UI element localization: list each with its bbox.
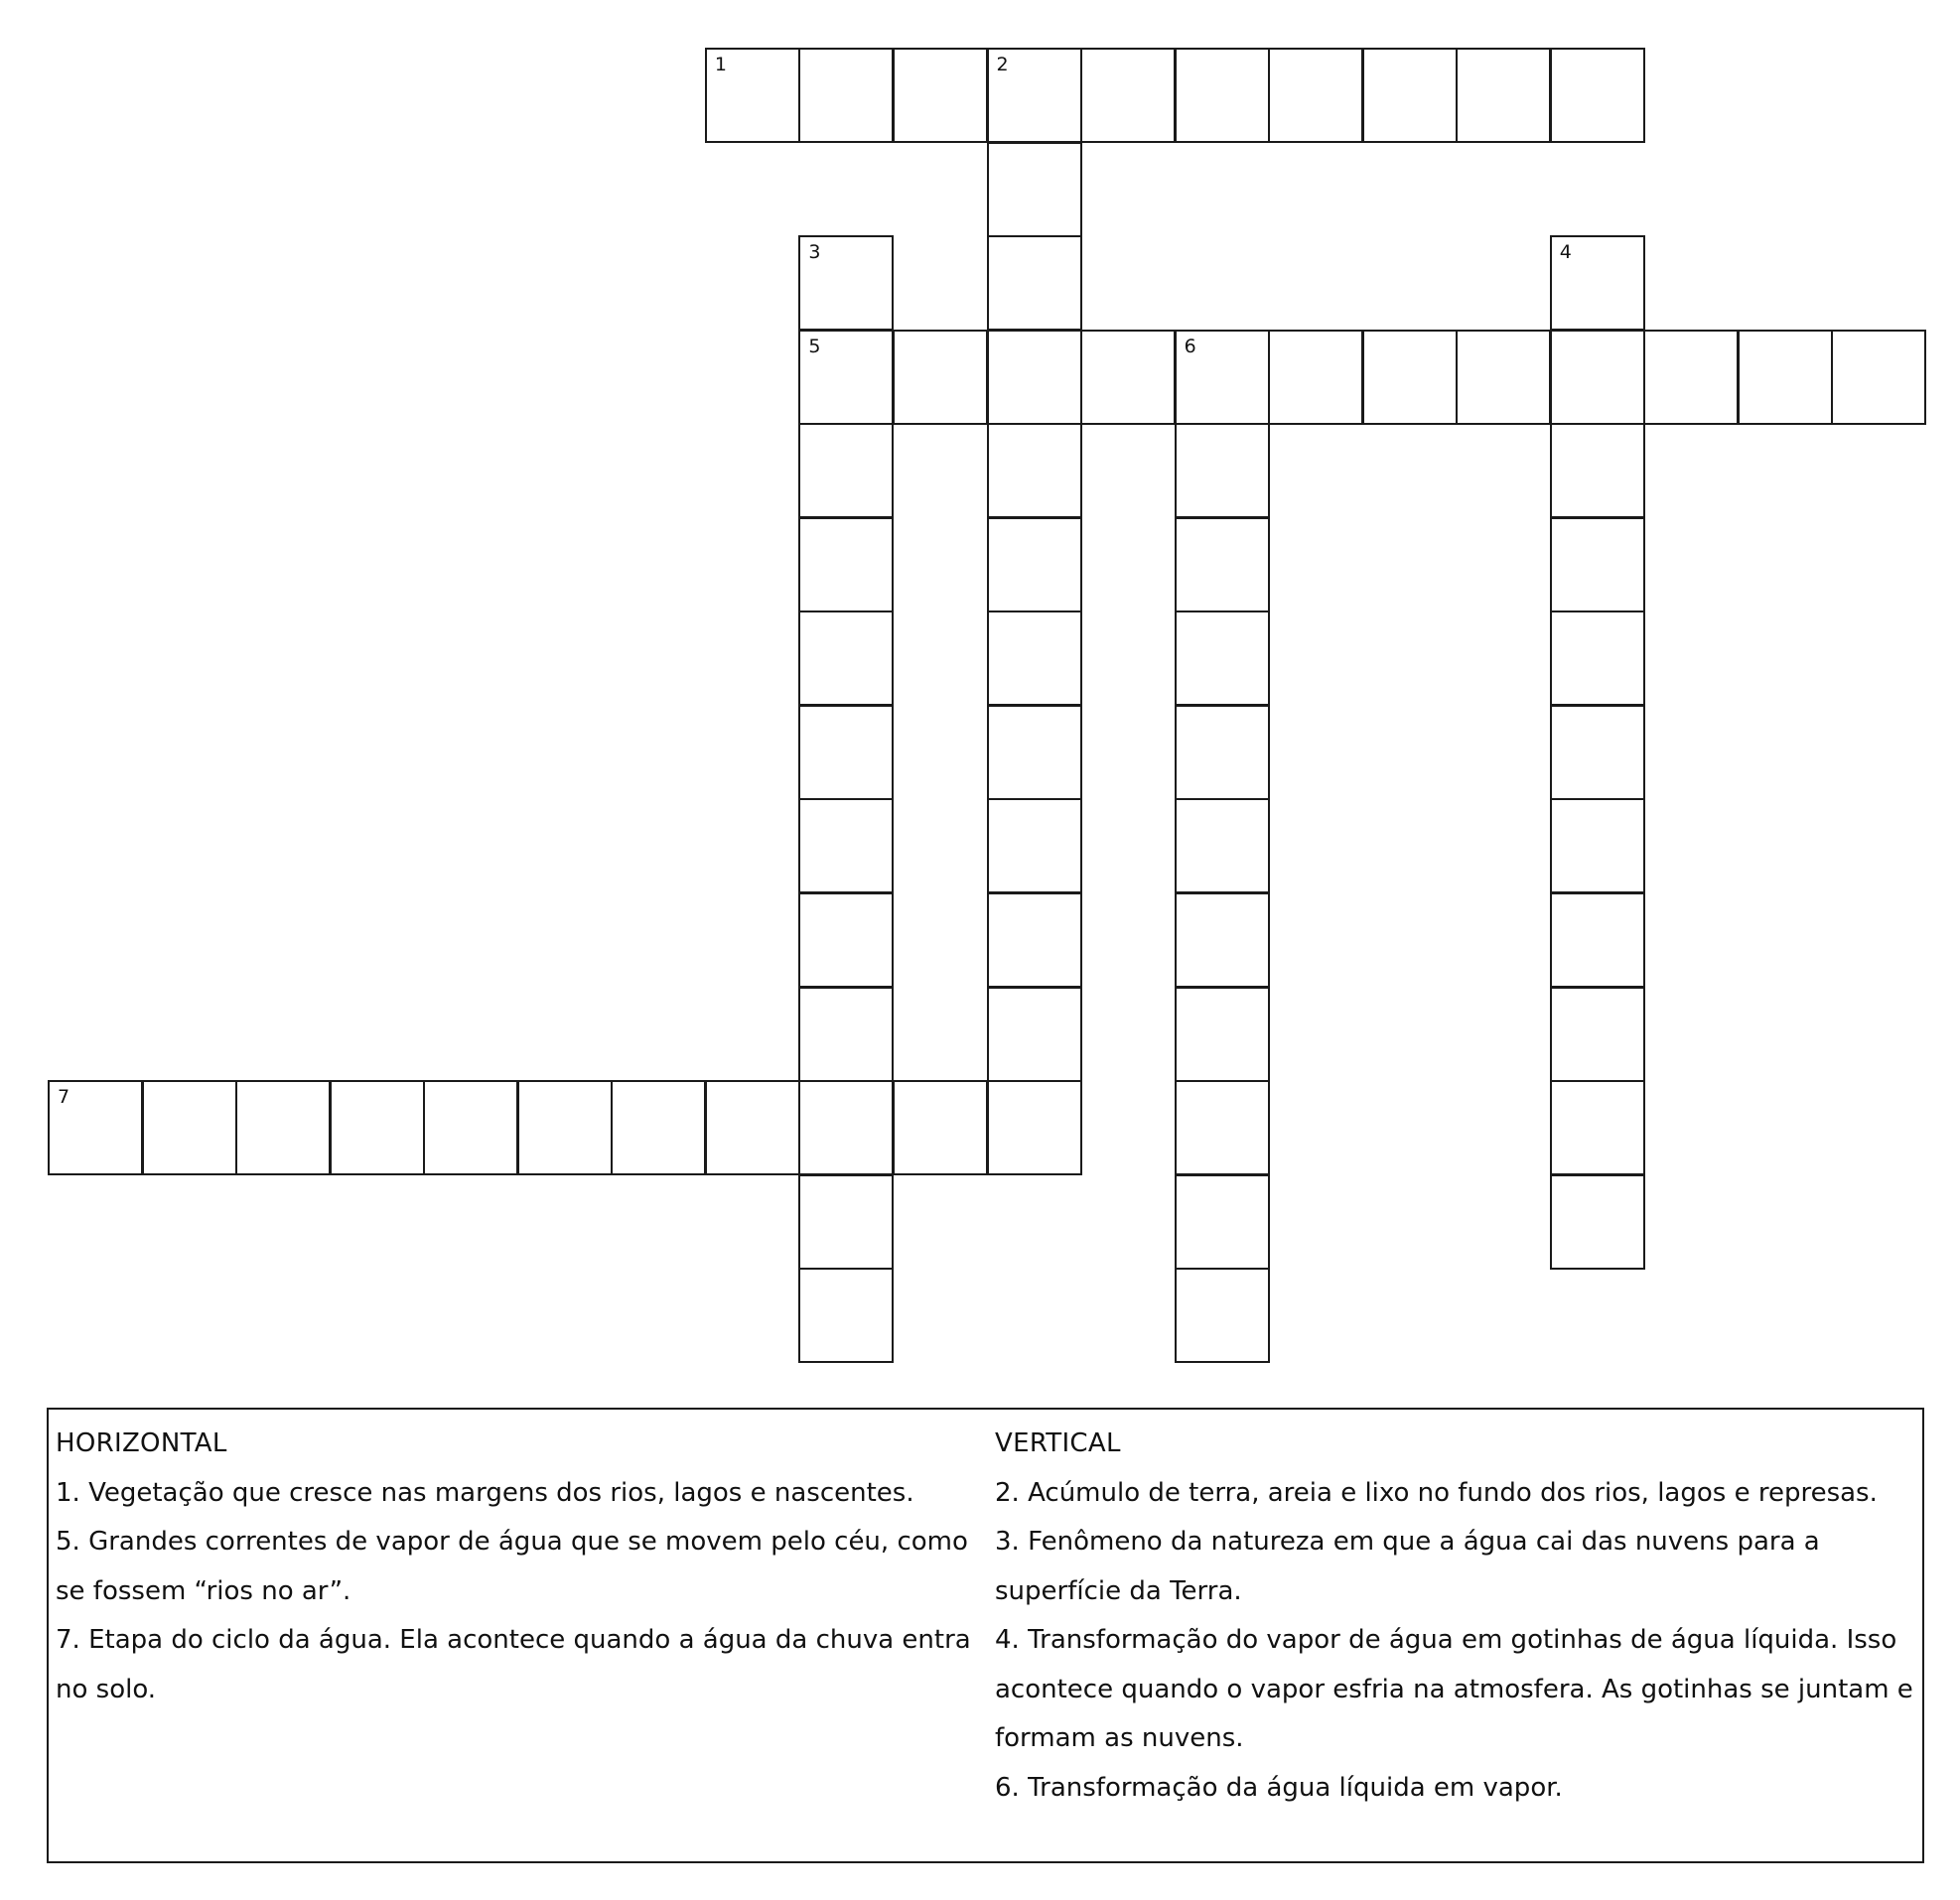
crossword-cell[interactable] <box>1550 987 1645 1082</box>
clue-number: 6. <box>995 1772 1020 1803</box>
vertical-clue <box>995 1764 1918 1814</box>
crossword-cell[interactable] <box>705 1080 800 1175</box>
crossword-cell[interactable] <box>1456 330 1551 425</box>
horizontal-clue-list <box>56 1469 984 1715</box>
crossword-cell[interactable] <box>705 48 800 143</box>
crossword-cell[interactable] <box>1080 330 1176 425</box>
crossword-cell[interactable] <box>798 798 894 893</box>
crossword-cell[interactable] <box>1080 48 1176 143</box>
crossword-cell[interactable] <box>987 48 1082 143</box>
crossword-cell[interactable] <box>798 1268 894 1363</box>
clue-number: 2. <box>995 1477 1020 1508</box>
crossword-cell[interactable] <box>517 1080 613 1175</box>
vertical-clue <box>995 1469 1918 1519</box>
crossword-cell[interactable] <box>987 142 1082 237</box>
crossword-cell[interactable] <box>987 892 1082 988</box>
crossword-cell[interactable] <box>1175 611 1270 706</box>
crossword-cell[interactable] <box>1550 892 1645 988</box>
clue-text: Transformação do vapor de água em gotinhas de água líquida. Isso acontece quando o vapor esfria na atmosfera. As gotinhas se juntam e formam as nuvens. <box>995 1625 1913 1753</box>
clue-text: Acúmulo de terra, areia e lixo no fundo dos rios, lagos e represas. <box>1019 1477 1878 1508</box>
crossword-cell[interactable] <box>798 987 894 1082</box>
vertical-heading: VERTICAL <box>995 1428 1121 1458</box>
clue-text: Grandes correntes de vapor de água que se movem pelo céu, como se fossem “rios no ar”. <box>56 1527 968 1606</box>
crossword-cell[interactable] <box>611 1080 706 1175</box>
cell-number: 5 <box>808 335 821 357</box>
cell-number: 6 <box>1184 335 1196 357</box>
crossword-cell[interactable] <box>798 1080 894 1175</box>
crossword-cell[interactable] <box>987 423 1082 518</box>
crossword-cell[interactable] <box>1175 1080 1270 1175</box>
cell-number: 4 <box>1559 241 1572 264</box>
cell-number: 3 <box>808 241 821 264</box>
crossword-cell[interactable] <box>798 892 894 988</box>
crossword-cell[interactable] <box>48 1080 143 1175</box>
clues-box <box>47 1408 1924 1863</box>
crossword-cell[interactable] <box>1268 48 1363 143</box>
crossword-cell[interactable] <box>1550 611 1645 706</box>
crossword-cell[interactable] <box>798 1174 894 1270</box>
crossword-cell[interactable] <box>1550 1080 1645 1175</box>
crossword-cell[interactable] <box>798 48 894 143</box>
crossword-cell[interactable] <box>1831 330 1926 425</box>
vertical-clue-list <box>995 1469 1918 1814</box>
crossword-cell[interactable] <box>1175 987 1270 1082</box>
crossword-cell[interactable] <box>1362 330 1458 425</box>
crossword-cell[interactable] <box>235 1080 331 1175</box>
crossword-cell[interactable] <box>798 705 894 800</box>
horizontal-heading: HORIZONTAL <box>56 1428 227 1458</box>
crossword-cell[interactable] <box>987 705 1082 800</box>
crossword-cell[interactable] <box>987 798 1082 893</box>
crossword-cell[interactable] <box>987 235 1082 331</box>
crossword-cell[interactable] <box>1175 1268 1270 1363</box>
crossword-cell[interactable] <box>798 235 894 331</box>
clue-number: 4. <box>995 1625 1020 1655</box>
cell-number: 7 <box>58 1086 70 1109</box>
crossword-cell[interactable] <box>142 1080 237 1175</box>
clue-text: Transformação da água líquida em vapor. <box>1019 1772 1563 1803</box>
crossword-cell[interactable] <box>1362 48 1458 143</box>
horizontal-clue <box>56 1518 984 1616</box>
crossword-cell[interactable] <box>1175 330 1270 425</box>
crossword-cell[interactable] <box>1550 235 1645 331</box>
crossword-cell[interactable] <box>1738 330 1833 425</box>
crossword-cell[interactable] <box>1268 330 1363 425</box>
vertical-clues <box>995 1420 1918 1813</box>
crossword-cell[interactable] <box>987 611 1082 706</box>
clue-number: 1. <box>56 1477 80 1508</box>
crossword-cell[interactable] <box>798 423 894 518</box>
cell-number: 2 <box>996 54 1009 75</box>
crossword-cell[interactable] <box>1550 517 1645 612</box>
crossword-cell[interactable] <box>1175 1174 1270 1270</box>
crossword-cell[interactable] <box>893 330 988 425</box>
clue-number: 5. <box>56 1527 80 1557</box>
crossword-cell[interactable] <box>1643 330 1739 425</box>
crossword-cell[interactable] <box>1550 798 1645 893</box>
crossword-cell[interactable] <box>423 1080 518 1175</box>
clue-text: Etapa do ciclo da água. Ela acontece quando a água da chuva entra no solo. <box>56 1625 971 1704</box>
crossword-cell[interactable] <box>1550 705 1645 800</box>
vertical-clue <box>995 1518 1918 1616</box>
crossword-cell[interactable] <box>1550 1174 1645 1270</box>
horizontal-clue <box>56 1469 984 1519</box>
cell-number: 1 <box>714 54 727 75</box>
crossword-cell[interactable] <box>798 611 894 706</box>
crossword-cell[interactable] <box>798 330 894 425</box>
crossword-cell[interactable] <box>987 1080 1082 1175</box>
crossword-cell[interactable] <box>1175 798 1270 893</box>
vertical-clue <box>995 1616 1918 1764</box>
crossword-cell[interactable] <box>330 1080 425 1175</box>
clue-text: Vegetação que cresce nas margens dos rios, lagos e nascentes. <box>79 1477 914 1508</box>
crossword-cell[interactable] <box>893 48 988 143</box>
crossword-cell[interactable] <box>1550 48 1645 143</box>
crossword-cell[interactable] <box>1550 330 1645 425</box>
crossword-cell[interactable] <box>1175 48 1270 143</box>
crossword-cell[interactable] <box>1175 517 1270 612</box>
horizontal-clues <box>56 1420 984 1714</box>
clue-number: 7. <box>56 1625 80 1655</box>
crossword-cell[interactable] <box>798 517 894 612</box>
crossword-cell[interactable] <box>1456 48 1551 143</box>
crossword-cell[interactable] <box>893 1080 988 1175</box>
horizontal-clue <box>56 1616 984 1714</box>
clue-text: Fenômeno da natureza em que a água cai das nuvens para a superfície da Terra. <box>995 1527 1820 1606</box>
crossword-cell[interactable] <box>987 517 1082 612</box>
crossword-cell[interactable] <box>1175 705 1270 800</box>
crossword-cell[interactable] <box>1175 423 1270 518</box>
crossword-cell[interactable] <box>1175 892 1270 988</box>
crossword-cell[interactable] <box>987 330 1082 425</box>
clue-number: 3. <box>995 1527 1020 1557</box>
crossword-cell[interactable] <box>1550 423 1645 518</box>
crossword-cell[interactable] <box>987 987 1082 1082</box>
